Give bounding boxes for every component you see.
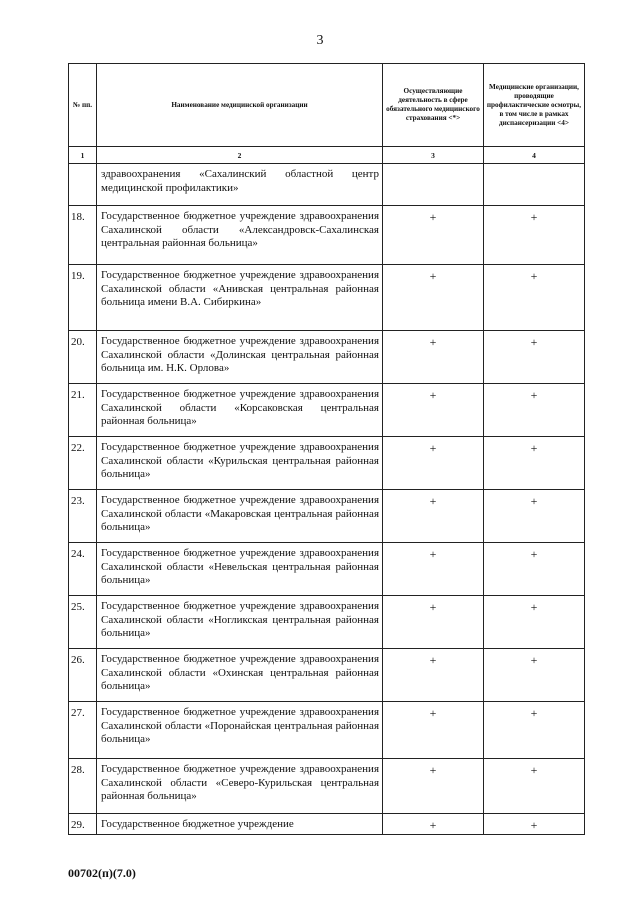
oms-mark: +: [383, 814, 484, 835]
oms-mark: +: [383, 384, 484, 437]
preventive-mark: +: [484, 814, 585, 835]
table-row: [69, 596, 585, 649]
header-oms-activity: Осуществляющие деятельность в сфере обязательного медицинского страхования <*>: [383, 64, 484, 147]
preventive-mark: +: [484, 649, 585, 702]
preventive-mark: +: [484, 543, 585, 596]
oms-mark: +: [383, 596, 484, 649]
header-organization-name: Наименование медицинской организации: [97, 64, 383, 147]
row-number: 28.: [69, 759, 97, 814]
oms-mark: [383, 164, 484, 206]
row-number: 22.: [69, 437, 97, 490]
header-preventive-exams: Медицинские организации, проводящие профилактические осмотры, в том числе в рамках диспансеризации <4>: [484, 64, 585, 147]
organization-name: Государственное бюджетное учреждение здравоохранения Сахалинской области «Северо-Курильская центральная районная больница»: [97, 759, 383, 814]
table-row: [69, 206, 585, 265]
organization-name: Государственное бюджетное учреждение здравоохранения Сахалинской области «Долинская центральная районная больница им. Н.К. Орлова»: [97, 331, 383, 384]
table-row: [69, 437, 585, 490]
oms-mark: +: [383, 331, 484, 384]
column-number-row: [69, 147, 585, 164]
row-number: 29.: [69, 814, 97, 835]
table-row: [69, 814, 585, 835]
organization-name: Государственное бюджетное учреждение здравоохранения Сахалинской области «Поронайская центральная районная больница»: [97, 702, 383, 759]
oms-mark: +: [383, 702, 484, 759]
document-code: 00702(п)(7.0): [68, 866, 136, 880]
organization-name: Государственное бюджетное учреждение здравоохранения Сахалинской области «Охинская центральная районная больница»: [97, 649, 383, 702]
row-number: 24.: [69, 543, 97, 596]
organization-name: Государственное бюджетное учреждение: [97, 814, 383, 835]
column-number: 1: [69, 147, 97, 164]
column-number: 3: [383, 147, 484, 164]
page-number: 3: [316, 33, 324, 48]
preventive-mark: [484, 164, 585, 206]
preventive-mark: +: [484, 702, 585, 759]
table-row: [69, 384, 585, 437]
row-number: 20.: [69, 331, 97, 384]
row-number: 26.: [69, 649, 97, 702]
preventive-mark: +: [484, 437, 585, 490]
organization-name: Государственное бюджетное учреждение здравоохранения Сахалинской области «Анивская центральная районная больница имени В.А. Сибиркина»: [97, 265, 383, 331]
header-number: № пп.: [69, 64, 97, 147]
table-row: [69, 702, 585, 759]
table-header-row: [69, 64, 585, 147]
table-row: [69, 331, 585, 384]
organization-name: Государственное бюджетное учреждение здравоохранения Сахалинской области «Макаровская центральная районная больница»: [97, 490, 383, 543]
row-number: 19.: [69, 265, 97, 331]
oms-mark: +: [383, 649, 484, 702]
row-number: 25.: [69, 596, 97, 649]
preventive-mark: +: [484, 490, 585, 543]
preventive-mark: +: [484, 596, 585, 649]
row-number: 21.: [69, 384, 97, 437]
table-row: [69, 649, 585, 702]
column-number: 4: [484, 147, 585, 164]
oms-mark: +: [383, 437, 484, 490]
preventive-mark: +: [484, 759, 585, 814]
preventive-mark: +: [484, 331, 585, 384]
row-number: 23.: [69, 490, 97, 543]
row-number: [69, 164, 97, 206]
preventive-mark: +: [484, 265, 585, 331]
table-row: [69, 759, 585, 814]
medical-organizations-table: [68, 63, 585, 835]
row-number: 18.: [69, 206, 97, 265]
table-row: [69, 490, 585, 543]
oms-mark: +: [383, 265, 484, 331]
organization-name: Государственное бюджетное учреждение здравоохранения Сахалинской области «Невельская центральная районная больница»: [97, 543, 383, 596]
column-number: 2: [97, 147, 383, 164]
organization-name: здравоохранения «Сахалинский областной центр медицинской профилактики»: [97, 164, 383, 206]
oms-mark: +: [383, 206, 484, 265]
preventive-mark: +: [484, 206, 585, 265]
table-row: [69, 543, 585, 596]
row-number: 27.: [69, 702, 97, 759]
oms-mark: +: [383, 490, 484, 543]
preventive-mark: +: [484, 384, 585, 437]
organization-name: Государственное бюджетное учреждение здравоохранения Сахалинской области «Ногликская центральная районная больница»: [97, 596, 383, 649]
oms-mark: +: [383, 543, 484, 596]
organization-name: Государственное бюджетное учреждение здравоохранения Сахалинской области «Александровск-Сахалинская центральная районная больница»: [97, 206, 383, 265]
oms-mark: +: [383, 759, 484, 814]
table-row: [69, 265, 585, 331]
organization-name: Государственное бюджетное учреждение здравоохранения Сахалинской области «Корсаковская центральная районная больница»: [97, 384, 383, 437]
organization-name: Государственное бюджетное учреждение здравоохранения Сахалинской области «Курильская центральная районная больница»: [97, 437, 383, 490]
table-row: [69, 164, 585, 206]
